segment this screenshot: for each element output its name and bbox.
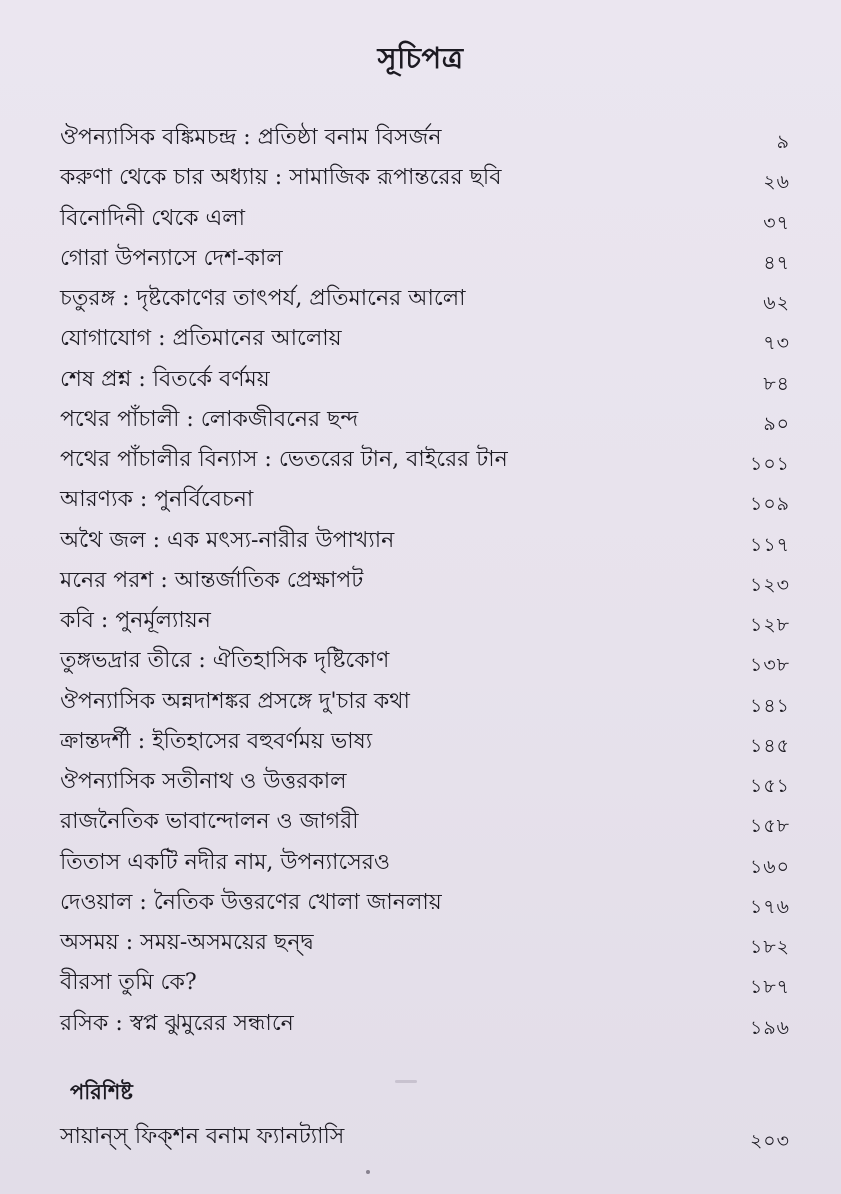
toc-entry-page-number: ২০৩ [749,1130,790,1152]
toc-entry-title: দেওয়াল : নৈতিক উত্তরণের খোলা জানলায় [60,889,442,915]
toc-entry [60,682,790,722]
toc-entry-page-number: ৩৭ [763,211,790,234]
toc-entry [60,1004,790,1044]
toc-entry-title: ক্রান্তদর্শী : ইতিহাসের বহুবর্ণময় ভাষ্য [60,728,373,754]
toc-entry-page-number: ১৫১ [750,775,790,797]
toc-entry [60,239,790,279]
toc-entry-title: রাজনৈতিক ভাবান্দোলন ও জাগরী [60,809,359,835]
toc-entry-page-number: ৯০ [763,412,790,435]
toc-entry-page-number: ২৬ [763,171,790,194]
toc-entry-title: তিতাস একটি নদীর নাম, উপন্যাসেরও [60,849,391,875]
toc-entry-page-number: ১৭৬ [749,895,790,918]
toc-entry-title: মনের পরশ : আন্তর্জাতিক প্রেক্ষাপট [60,567,364,593]
toc-entry-title: ঔপন্যাসিক অন্নদাশঙ্কর প্রসঙ্গে দু'চার কথা [60,688,410,714]
toc-entry-page-number: ১৫৮ [750,815,790,838]
toc-entry-page-number: ৬২ [763,292,790,314]
toc-entry-page-number: ১৩৮ [749,654,790,677]
toc-entry-page-number: ১৪১ [750,694,790,717]
paper-smudge [395,1080,417,1083]
toc-entry [60,199,790,239]
table-of-contents [60,118,790,1044]
toc-entry [60,319,790,359]
toc-entry [60,883,790,923]
toc-entry [60,440,790,480]
page-title: সূচিপত্র [377,41,464,75]
toc-entry [60,601,790,641]
toc-entry [60,923,790,963]
toc-entry-page-number: ১৪৫ [750,734,790,757]
toc-entry [60,802,790,842]
toc-entry [60,762,790,802]
toc-entry-page-number: ১৯৬ [749,1016,790,1039]
toc-entry-page-number: ৮৪ [763,372,790,395]
toc-entry-title: চতুরঙ্গ : দৃষ্টকোণের তাৎপর্য, প্রতিমানের আলো [60,286,466,311]
toc-entry [60,1117,790,1157]
toc-entry-page-number: ১২৩ [749,573,790,596]
toc-entry-page-number: ১২৮ [749,614,790,636]
appendix-list [60,1117,790,1157]
toc-entry-title: রসিক : স্বপ্ন ঝুমুরের সন্ধানে [60,1010,294,1036]
toc-entry [60,400,790,440]
toc-entry [60,521,790,561]
toc-entry [60,963,790,1003]
paper-speck [366,1170,370,1174]
toc-entry-page-number: ৯ [776,131,790,153]
toc-entry-title: ঔপন্যাসিক বঙ্কিমচন্দ্র : প্রতিষ্ঠা বনাম বিসর্জন [60,125,442,150]
toc-entry-page-number: ৪৭ [763,251,790,274]
toc-entry [60,641,790,681]
appendix-heading: পরিশিষ্ট [70,1079,133,1104]
toc-entry-page-number: ১০১ [749,453,790,475]
toc-entry-title: করুণা থেকে চার অধ্যায় : সামাজিক রূপান্তরের ছবি [60,165,502,191]
toc-entry-title: পথের পাঁচালী : লোকজীবনের ছন্দ [60,406,359,432]
toc-entry-title: কবি : পুনর্মূল্যায়ন [60,608,211,633]
toc-entry-page-number: ১০৯ [749,493,790,516]
toc-entry-title: গোরা উপন্যাসে দেশ-কাল [60,245,283,271]
toc-entry-page-number: ১১৭ [749,533,790,556]
toc-entry-title: আরণ্যক : পুনর্বিবেচনা [60,487,254,513]
toc-entry-page-number: ১৮৭ [749,976,790,999]
toc-entry [60,279,790,319]
toc-entry [60,722,790,762]
toc-entry-page-number: ৭৩ [763,332,790,355]
toc-entry-page-number: ১৬০ [749,855,790,878]
toc-entry-title: বীরসা তুমি কে? [60,970,197,996]
toc-entry-title: ঔপন্যাসিক সতীনাথ ও উত্তরকাল [60,769,347,794]
toc-entry-title: শেষ প্রশ্ন : বিতর্কে বর্ণময় [60,366,270,392]
toc-entry [60,843,790,883]
toc-entry-title: তুঙ্গভদ্রার তীরে : ঐতিহাসিক দৃষ্টিকোণ [60,648,390,674]
toc-entry-title: অথৈ জল : এক মৎস্য-নারীর উপাখ্যান [60,527,395,553]
toc-entry-page-number: ১৮২ [749,936,790,958]
toc-entry-title: অসময় : সময়-অসময়ের ছন্দ্ব [60,930,314,955]
toc-entry [60,158,790,198]
toc-entry [60,360,790,400]
toc-entry [60,480,790,520]
toc-entry [60,561,790,601]
toc-entry [60,118,790,158]
toc-entry-title: বিনোদিনী থেকে এলা [60,205,246,231]
toc-entry-title: যোগাযোগ : প্রতিমানের আলোয় [60,326,342,352]
toc-entry-title: পথের পাঁচালীর বিন্যাস : ভেতরের টান, বাইরের টান [60,447,508,472]
toc-entry-title: সায়ান্স্ ফিক্শন বনাম ফ্যানট্যাসি [60,1124,345,1149]
